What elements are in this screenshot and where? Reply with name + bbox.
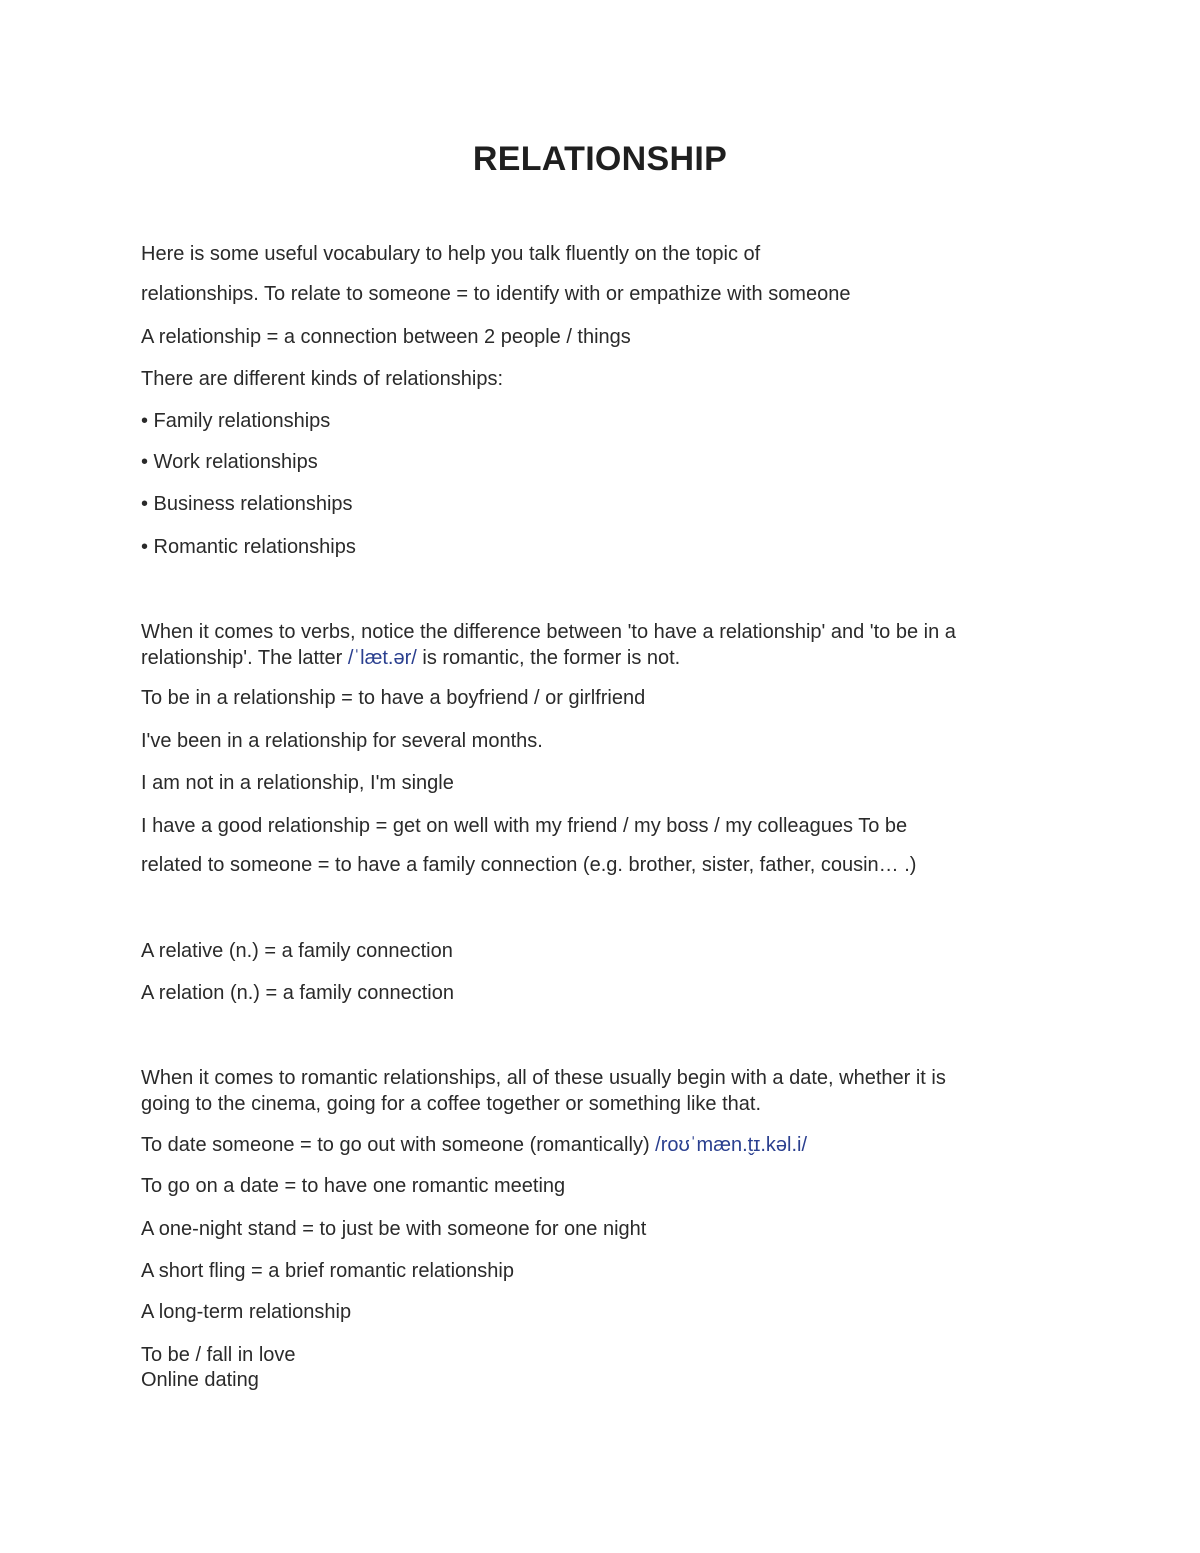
verbs-line-2-tail: is romantic, the former is not.: [416, 647, 681, 669]
list-item-work: • Work relationships: [141, 451, 318, 473]
intro-line-2: relationships. To relate to someone = to identify with or empathize with someone: [141, 283, 851, 305]
term-short-fling: A short fling = a brief romantic relationship: [141, 1260, 514, 1282]
date-someone-text: To date someone = to go out with someone (romantically): [141, 1134, 656, 1156]
romantic-line-1: When it comes to romantic relationships, all of these usually begin with a date, whether it is: [141, 1067, 946, 1089]
term-fall-in-love: To be / fall in love: [141, 1344, 296, 1366]
date-someone: [141, 1132, 807, 1158]
term-one-night-stand: A one-night stand = to just be with someone for one night: [141, 1218, 647, 1240]
example-related: related to someone = to have a family connection (e.g. brother, sister, father, cousin… .): [141, 854, 917, 876]
term-online-dating: Online dating: [141, 1369, 259, 1391]
example-several-months: I've been in a relationship for several months.: [141, 730, 543, 752]
list-item-romantic: • Romantic relationships: [141, 536, 356, 558]
verbs-line-1: When it comes to verbs, notice the difference between 'to have a relationship' and 'to be in a: [141, 621, 956, 643]
list-item-business: • Business relationships: [141, 493, 353, 515]
verbs-line-2-text: relationship'. The latter: [141, 647, 348, 669]
romantic-line-2: going to the cinema, going for a coffee together or something like that.: [141, 1093, 762, 1115]
term-go-on-date: To go on a date = to have one romantic meeting: [141, 1175, 566, 1197]
verbs-line-2: [141, 645, 680, 671]
relative-definition: A relative (n.) = a family connection: [141, 940, 453, 962]
page-title: RELATIONSHIP: [472, 140, 728, 178]
term-long-term: A long-term relationship: [141, 1301, 352, 1323]
kinds-intro: There are different kinds of relationships:: [141, 368, 504, 390]
ipa-romantically: /roʊˈmæn.t̬ɪ.kəl.i/: [655, 1134, 808, 1156]
intro-line-1: Here is some useful vocabulary to help you talk fluently on the topic of: [141, 243, 761, 265]
ipa-latter: /ˈlæt.ər/: [347, 647, 417, 669]
example-in-relationship: To be in a relationship = to have a boyfriend / or girlfriend: [141, 687, 646, 709]
example-single: I am not in a relationship, I'm single: [141, 772, 454, 794]
example-good-relationship: I have a good relationship = get on well with my friend / my boss / my colleagues To be: [141, 815, 908, 837]
relationship-definition: A relationship = a connection between 2 people / things: [141, 326, 631, 348]
relation-definition: A relation (n.) = a family connection: [141, 982, 454, 1004]
list-item-family: • Family relationships: [141, 410, 331, 432]
